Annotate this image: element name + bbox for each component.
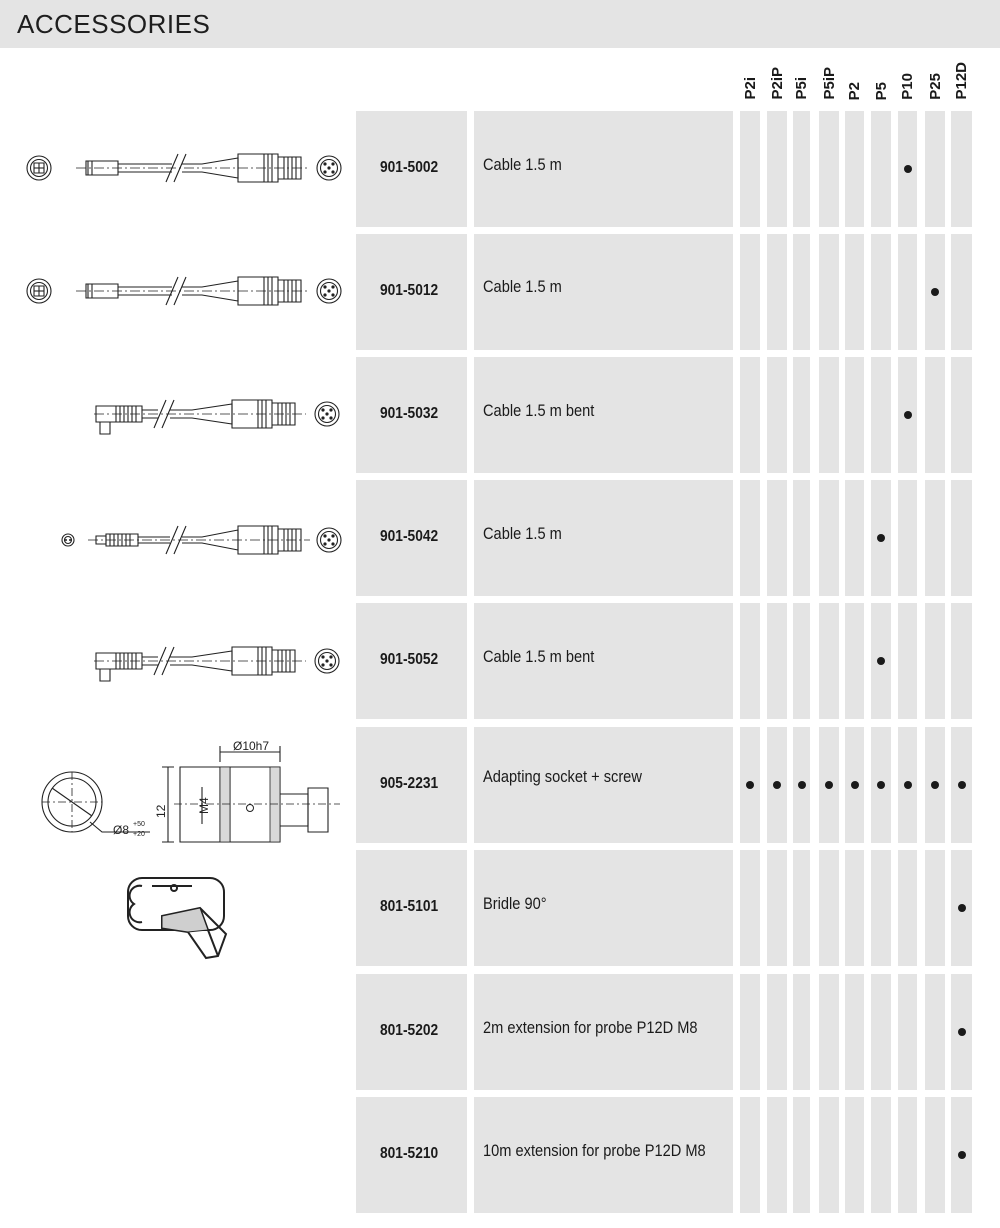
compat-cell <box>925 974 945 1090</box>
compat-dot-p12d <box>958 1151 966 1159</box>
compat-cell <box>845 603 864 719</box>
compat-cell <box>740 234 760 350</box>
compat-cell <box>819 234 839 350</box>
compat-cell <box>898 1097 917 1213</box>
compat-cell <box>740 850 760 966</box>
compat-dot-p12d <box>958 781 966 789</box>
compat-cell <box>898 974 917 1090</box>
compat-cell <box>819 603 839 719</box>
compat-cell <box>740 974 760 1090</box>
compat-cell <box>793 850 810 966</box>
compat-cell <box>740 603 760 719</box>
compat-cell <box>845 480 864 596</box>
compat-cell <box>819 111 839 227</box>
compat-cell <box>845 974 864 1090</box>
compat-dot-p5ip <box>825 781 833 789</box>
bridle-drawing-icon <box>122 872 242 962</box>
bent-cable-icon <box>92 639 352 689</box>
compat-cell <box>819 357 839 473</box>
compat-cell <box>951 480 972 596</box>
dimension-bore: Ø8 <box>113 823 130 837</box>
compat-cell <box>740 1097 760 1213</box>
compat-cell <box>819 1097 839 1213</box>
compat-cell <box>951 234 972 350</box>
column-header-p5i <box>790 60 814 100</box>
column-header-label: P2 <box>846 81 863 100</box>
compat-cell <box>898 234 917 350</box>
article-description: 2m extension for probe P12D M8 <box>483 1018 698 1037</box>
compat-cell <box>871 234 891 350</box>
article-description: 10m extension for probe P12D M8 <box>483 1141 706 1160</box>
column-header-label: P25 <box>926 73 944 100</box>
article-code: 901-5002 <box>380 159 439 176</box>
dimension-tolerance-upper: +50 <box>133 821 145 828</box>
column-header-p10 <box>896 60 920 100</box>
compat-cell <box>793 603 810 719</box>
article-code: 801-5210 <box>380 1145 439 1162</box>
compat-dot-p2ip <box>773 781 781 789</box>
article-code: 901-5012 <box>380 282 439 299</box>
compat-cell <box>951 357 972 473</box>
column-header-label: P12D <box>953 62 970 100</box>
compat-dot-p2 <box>851 781 859 789</box>
compat-cell <box>925 603 945 719</box>
column-header-label: P5iP <box>820 67 838 100</box>
compat-cell <box>819 974 839 1090</box>
column-header-p5ip <box>817 60 841 100</box>
dimension-thread: M4 <box>197 797 211 814</box>
compat-cell <box>793 357 810 473</box>
page-title: ACCESSORIES <box>17 9 211 39</box>
compat-dot-p5 <box>877 781 885 789</box>
compat-cell <box>819 480 839 596</box>
compat-cell <box>767 357 787 473</box>
compat-dot-p25 <box>931 781 939 789</box>
dimension-tolerance-lower: +20 <box>133 831 145 838</box>
compat-cell <box>925 111 945 227</box>
compat-cell <box>898 603 917 719</box>
column-header-p2ip <box>765 60 789 100</box>
compat-cell <box>925 480 945 596</box>
article-description: Cable 1.5 m <box>483 524 562 543</box>
compat-cell <box>767 480 787 596</box>
compat-dot-p5 <box>877 657 885 665</box>
compat-cell <box>845 1097 864 1213</box>
compat-cell <box>819 850 839 966</box>
adapting-socket-drawing-icon <box>30 732 350 852</box>
article-code: 901-5042 <box>380 528 439 545</box>
article-description: Cable 1.5 m bent <box>483 647 595 666</box>
compat-cell <box>793 480 810 596</box>
bent-cable-icon <box>92 392 352 442</box>
compat-cell <box>925 1097 945 1213</box>
compat-cell <box>925 357 945 473</box>
compat-cell <box>740 357 760 473</box>
straight-cable-square-connector-icon <box>26 148 346 188</box>
compat-cell <box>793 111 810 227</box>
compat-cell <box>793 234 810 350</box>
column-header-label: P5 <box>872 81 890 100</box>
compat-cell <box>767 603 787 719</box>
compat-cell <box>845 357 864 473</box>
column-header-p5 <box>869 60 893 100</box>
column-header-label: P2iP <box>768 67 786 100</box>
compat-dot-p2i <box>746 781 754 789</box>
column-header-p25 <box>923 60 947 100</box>
compat-cell <box>871 1097 891 1213</box>
compat-cell <box>767 974 787 1090</box>
article-description: Adapting socket + screw <box>483 767 642 786</box>
compat-cell <box>845 111 864 227</box>
dimension-top-diameter: Ø10h7 <box>233 739 270 753</box>
compat-dot-p25 <box>931 288 939 296</box>
straight-cable-square-connector-icon <box>26 271 346 311</box>
compat-cell <box>925 850 945 966</box>
compat-dot-p12d <box>958 904 966 912</box>
compat-dot-p12d <box>958 1028 966 1036</box>
compat-cell <box>793 974 810 1090</box>
compat-cell <box>740 111 760 227</box>
column-header-label: P2i <box>741 77 759 100</box>
compat-cell <box>871 357 891 473</box>
article-code: 901-5032 <box>380 405 439 422</box>
compat-cell <box>845 850 864 966</box>
compat-dot-p10 <box>904 781 912 789</box>
compat-cell <box>871 111 891 227</box>
compat-cell <box>767 850 787 966</box>
column-header-label: P10 <box>899 73 916 100</box>
compat-cell <box>871 974 891 1090</box>
compat-dot-p5 <box>877 534 885 542</box>
compat-cell <box>793 1097 810 1213</box>
compat-cell <box>951 111 972 227</box>
compat-cell <box>767 234 787 350</box>
article-description: Bridle 90° <box>483 894 547 913</box>
compat-cell <box>740 480 760 596</box>
compat-cell <box>767 1097 787 1213</box>
page-header <box>0 0 1000 48</box>
compat-cell <box>951 603 972 719</box>
compat-cell <box>845 234 864 350</box>
article-code: 801-5202 <box>380 1022 439 1039</box>
dimension-height: 12 <box>154 804 168 818</box>
compat-dot-p10 <box>904 411 912 419</box>
article-description: Cable 1.5 m <box>483 155 562 174</box>
compat-cell <box>871 850 891 966</box>
column-header-label: P5i <box>793 77 810 100</box>
compat-cell <box>898 480 917 596</box>
compat-dot-p5i <box>798 781 806 789</box>
article-code: 905-2231 <box>380 775 439 792</box>
column-header-p12d <box>950 60 974 100</box>
article-code: 801-5101 <box>380 898 439 915</box>
compat-cell <box>898 850 917 966</box>
article-description: Cable 1.5 m bent <box>483 401 595 420</box>
compat-dot-p10 <box>904 165 912 173</box>
article-code: 901-5052 <box>380 651 439 668</box>
thin-straight-cable-icon <box>58 520 358 560</box>
column-header-p2i <box>738 60 762 100</box>
article-description: Cable 1.5 m <box>483 277 562 296</box>
column-header-p2 <box>843 60 867 100</box>
compat-cell <box>767 111 787 227</box>
